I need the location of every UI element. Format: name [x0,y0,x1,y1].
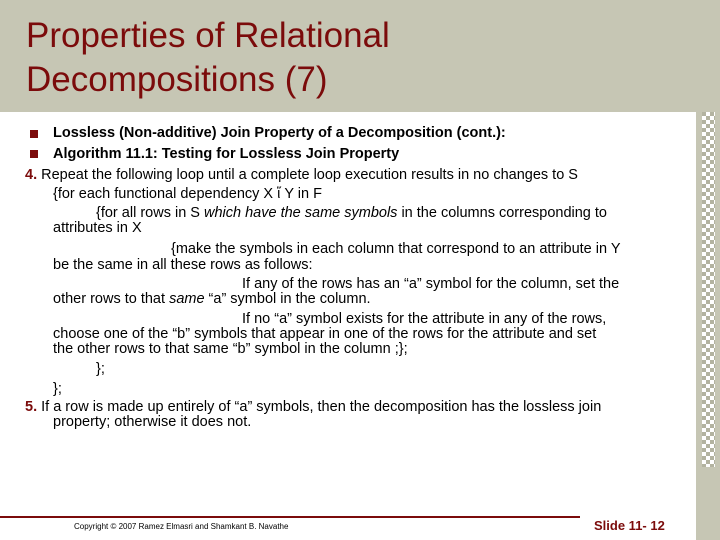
loop-line-4-continued [53,290,371,308]
loop-close-2: }; [53,381,62,397]
loop-line-3-continued: be the same in all these rows as follows: [53,257,313,273]
loop-line-5-continued-2: the other rows to that same “b” symbol in the column ;}; [53,341,408,357]
slide-number: Slide 11- 12 [594,518,665,533]
loop-close-1: }; [96,361,105,377]
side-decoration [696,112,720,540]
loop-line-2 [96,204,607,222]
loop-line-4-emphasis: same [169,291,205,307]
loop-line-2-continued: attributes in X [53,220,142,236]
step-5-continued: property; otherwise it does not. [53,414,252,430]
loop-line-4: If any of the rows has an “a” symbol for the column, set the [242,276,620,292]
bullet-square-icon [30,150,38,158]
loop-line-2-a: {for all rows in S [96,205,204,221]
step-4 [25,166,578,184]
step-5-text: If a row is made up entirely of “a” symbols, then the decomposition has the lossless join [41,399,602,415]
loop-line-1: {for each functional dependency X ἵ Y in F [53,186,322,202]
step-4-text: Repeat the following loop until a complete loop execution results in no changes to S [41,167,578,183]
bullet-1: Lossless (Non-additive) Join Property of a Decomposition (cont.): [53,125,506,141]
bullet-2: Algorithm 11.1: Testing for Lossless Join Property [53,146,400,162]
loop-line-4-c: “a” symbol in the column. [204,291,371,307]
loop-line-2-emphasis: which have the same symbols [204,205,398,221]
loop-line-4-a: other rows to that [53,291,170,307]
footer-rule [0,516,580,518]
copyright-notice: Copyright © 2007 Ramez Elmasri and Shamkant B. Navathe [74,522,289,531]
bullet-square-icon [30,130,38,138]
title-band [0,0,720,112]
loop-line-2-c: in the columns corresponding to [397,205,607,221]
checkered-strip [702,112,715,467]
title-line-2: Decompositions (7) [26,60,328,99]
loop-line-5: If no “a” symbol exists for the attribute in any of the rows, [242,311,607,327]
slide-title [26,14,390,102]
step-5-number: 5. [25,399,38,415]
loop-line-3: {make the symbols in each column that correspond to an attribute in Y [171,241,621,257]
loop-line-5-continued-1: choose one of the “b” symbols that appear in one of the rows for the attribute and set [53,326,597,342]
title-line-1: Properties of Relational [26,16,390,55]
step-4-number: 4. [25,167,38,183]
